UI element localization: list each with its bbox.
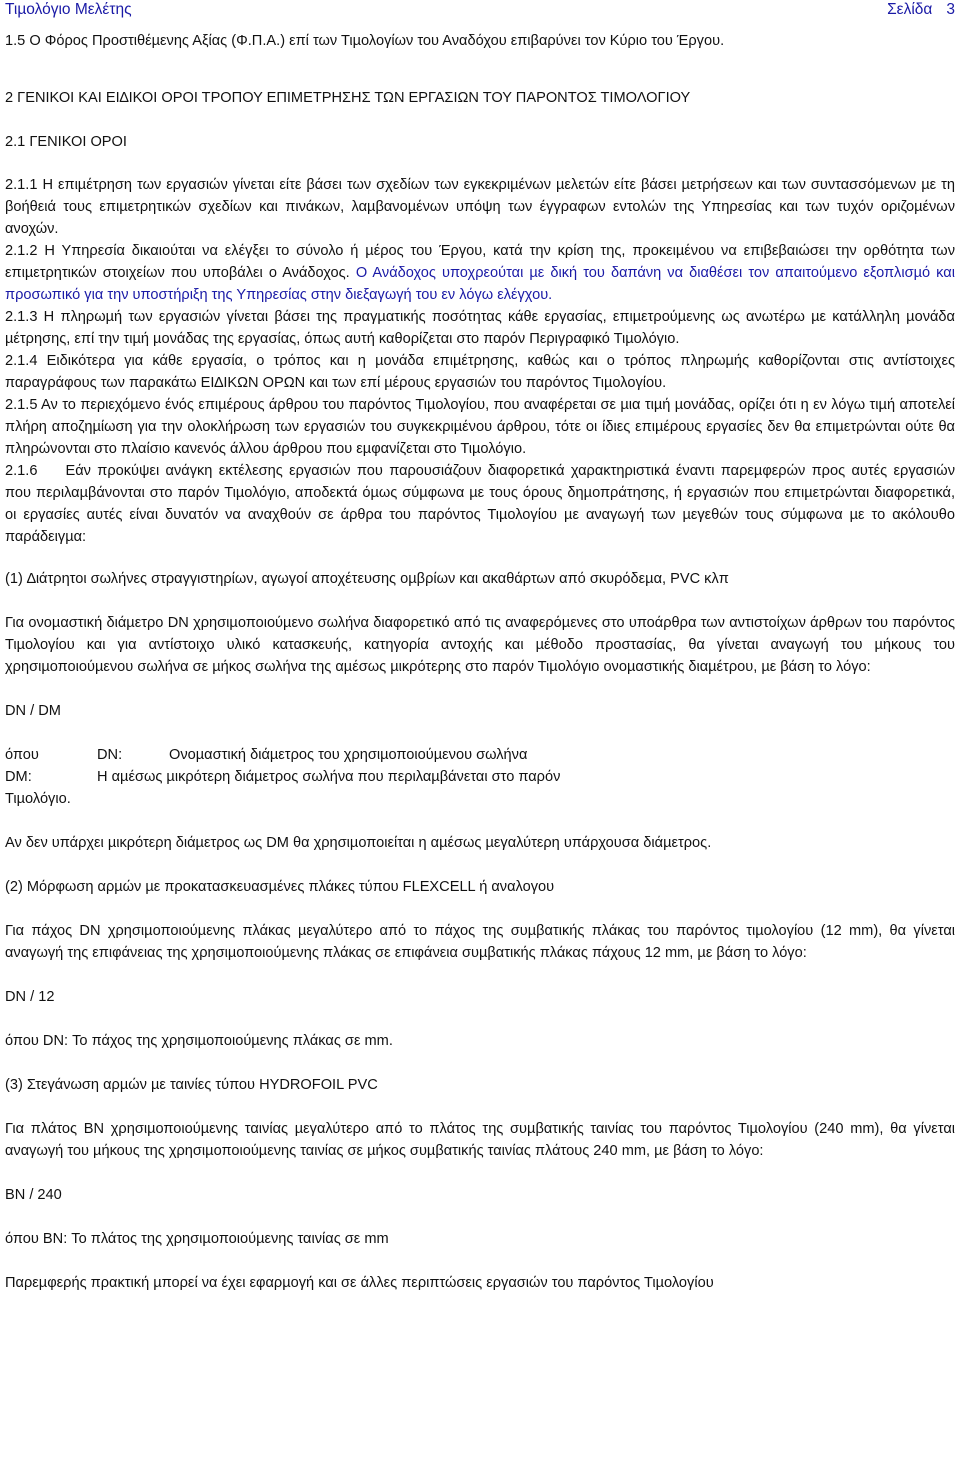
definition-dn-key: DN: bbox=[97, 747, 123, 763]
page-number: 3 bbox=[946, 1, 955, 18]
document-page bbox=[5, 0, 955, 1294]
example-2-formula: DN / 12 bbox=[5, 989, 55, 1005]
definition-dm-key: DM: bbox=[5, 769, 32, 785]
example-1-text: Για ονοµαστική διάµετρο DN χρησιµοποιούµενο σωλήνα διαφορετικό από τις αναφερόµενες στο υποάρθρα των αντιστοίχων άρθρων του παρόντος Τιµολογίου και για αντίστοιχο υλικό κατασκευής, κατηγορία αντοχής και µέθοδο προστασίας, θα γίνεται αναγωγή του µήκους του χρησιµοποιούµενου σωλήνα σε µήκος σωλήνα της αµέσως µικρότερης στο παρόν Τιµολόγιο ονοµαστικής διαµέτρου, µε βάση το λόγο: bbox=[5, 615, 955, 675]
document-body bbox=[5, 30, 955, 1294]
paragraph-2-1-2-part-b: Ο Ανάδοχος υποχρεούται µε δική του δαπάνη να διαθέσει τον απαιτούµενο εξοπλισµό και προσωπικό για την υποστήριξη της Υπηρεσίας στην διεξαγωγή του εν λόγω ελέγχου. bbox=[5, 265, 955, 303]
page-indicator bbox=[887, 0, 955, 20]
paragraph-2-1-5: 2.1.5 Αν το περιεχόµενο ένός επιµέρους άρθρου του παρόντος Τιµολογίου, που αναφέρεται σε µια τιµή µονάδας, ορίζει ότι η εν λόγω τιµή αποτελεί πλήρη αποζηµίωση για την ολοκλήρωση των εργασιών του συγκεκριµένου άρθρου, τότε οι ίδιες επιµέρους εργασίες δεν θα επιµετρώνται ούτε θα πληρώνονται στο πλαίσιο κανενός άλλου άρθρου που εµφανίζεται στο Τιµολόγιο. bbox=[5, 397, 955, 457]
definition-dn bbox=[5, 744, 955, 766]
example-2-text: Για πάχος DN χρησιµοποιούµενης πλάκας µεγαλύτερο από το πάχος της συµβατικής πλάκας του παρόντος τιµολογίου (12 mm), θα γίνεται αναγωγή της επιφάνειας της χρησιµοποιούµενης πλάκας σε επιφάνεια συµβατικής πλάκας πάχους 12 mm, µε βάση το λόγο: bbox=[5, 923, 955, 961]
paragraph-1-5: 1.5 Ο Φόρος Προστιθέµενης Αξίας (Φ.Π.Α.) επί των Τιµολογίων του Αναδόχου επιβαρύνει τον Κύριο του Έργου. bbox=[5, 33, 725, 49]
example-3-formula: BN / 240 bbox=[5, 1187, 62, 1203]
definition-where-label: όπου bbox=[5, 747, 39, 763]
paragraph-2-1-3: 2.1.3 Η πληρωµή των εργασιών γίνεται βάσει της πραγµατικής ποσότητας κάθε εργασίας, επιµετρούµενης ως ανωτέρω µε κατάλληλη µονάδα µέτρησης, επί την τιµή µονάδας της εργασίας, όπως αυτή καθορίζεται στο παρόν Περιγραφικό Τιµολόγιο. bbox=[5, 309, 955, 347]
document-title: Τιµολόγιο Μελέτης bbox=[5, 1, 132, 18]
example-1-note: Αν δεν υπάρχει µικρότερη διάµετρος ως DM θα χρησιµοποιείται η αµέσως µεγαλύτερη υπάρχουσα διάµετρος. bbox=[5, 835, 712, 851]
page-label: Σελίδα bbox=[887, 1, 933, 18]
closing-paragraph: Παρεµφερής πρακτική µπορεί να έχει εφαρµογή και σε άλλες περιπτώσεις εργασιών του παρόντος Τιµολογίου bbox=[5, 1275, 714, 1291]
definition-dn-value: Ονοµαστική διάµετρος του χρησιµοποιούµενου σωλήνα bbox=[169, 747, 528, 763]
example-1-title: (1) ∆ιάτρητοι σωλήνες στραγγιστηρίων, αγωγοί αποχέτευσης οµβρίων και ακαθάρτων από σκυρόδεµα, PVC κλπ bbox=[5, 571, 729, 587]
definition-dm bbox=[5, 766, 955, 788]
example-1-formula: DN / DM bbox=[5, 703, 61, 719]
example-3-title: (3) Στεγάνωση αρµών µε ταινίες τύπου HYDROFOIL PVC bbox=[5, 1077, 378, 1093]
section-heading-2: 2 ΓΕΝΙΚΟΙ ΚΑΙ ΕΙ∆ΙΚΟΙ ΟΡΟΙ ΤΡΟΠΟΥ ΕΠΙΜΕΤΡΗΣΗΣ ΤΩΝ ΕΡΓΑΣΙΩΝ ΤΟΥ ΠΑΡΟΝΤΟΣ ΤΙΜΟΛΟΓΙΟΥ bbox=[5, 90, 691, 106]
example-2-definition: όπου DN: Το πάχος της χρησιµοποιούµενης πλάκας σε mm. bbox=[5, 1033, 393, 1049]
example-3-definition: όπου BN: Το πλάτος της χρησιµοποιούµενης ταινίας σε mm bbox=[5, 1231, 389, 1247]
paragraph-2-1-1: 2.1.1 Η επιµέτρηση των εργασιών γίνεται είτε βάσει των σχεδίων των εγκεκριµένων µελετών είτε βάσει µετρήσεων και των συντασσόµενων µε τη βοήθειά τους επιµετρητικών σχεδίων και πινάκων, λαµβανοµένων υπόψη των έγγραφων εντολών της Υπηρεσίας και των τυχόν οριζοµένων ανοχών. bbox=[5, 177, 955, 237]
paragraph-2-1-2 bbox=[5, 240, 955, 306]
section-heading-2-1: 2.1 ΓΕΝΙΚΟΙ ΟΡΟΙ bbox=[5, 134, 127, 150]
page-header bbox=[5, 0, 955, 22]
paragraph-2-1-6-number: 2.1.6 bbox=[5, 463, 38, 479]
paragraph-2-1-2-part-a: 2.1.2 Η Υπηρεσία δικαιούται να ελέγξει το σύνολο ή µέρος του Έργου, κατά την κρίση της, προκειµένου να επιβεβαιώσει την ορθότητα των επιµετρητικών στοιχείων που υποβάλει ο Ανάδοχος. bbox=[5, 243, 955, 281]
example-1-definitions bbox=[5, 744, 955, 810]
definition-dm-continuation: Τιµολόγιο. bbox=[5, 791, 71, 807]
paragraph-2-1-4: 2.1.4 Ειδικότερα για κάθε εργασία, ο τρόπος και η µονάδα επιµέτρησης, καθώς και ο τρόπος πληρωµής καθορίζονται στις αντίστοιχες παραγράφους των παρακάτω ΕΙ∆ΙΚΩΝ ΟΡΩΝ και των επί µέρους εργασιών του παρόντος Τιµολογίου. bbox=[5, 353, 955, 391]
example-3-text: Για πλάτος BN χρησιµοποιούµενης ταινίας µεγαλύτερο από το πλάτος της συµβατικής ταινίας του παρόντος Τιµολογίου (240 mm), θα γίνεται αναγωγή του µήκους της χρησιµοποιούµενης ταινίας σε µήκος συµβατικής ταινίας πλάτους 240 mm, µε βάση το λόγο: bbox=[5, 1121, 955, 1159]
example-2-title: (2) Μόρφωση αρµών µε προκατασκευασµένες πλάκες τύπου FLEXCELL ή αναλογου bbox=[5, 879, 555, 895]
definition-dm-value: Η αµέσως µικρότερη διάµετρος σωλήνα που περιλαµβάνεται στο παρόν bbox=[97, 769, 561, 785]
paragraph-2-1-6-text: Εάν προκύψει ανάγκη εκτέλεσης εργασιών που παρουσιάζουν διαφορετικά χαρακτηριστικά έναντι παρεµφερών προς αυτές εργασιών που περιλαµβάνονται στο παρόν Τιµολόγιο, αποδεκτά όµως σύµφωνα µε τους όρους δηµοπράτησης, ή εργασιών που επιµετρώνται διαφορετικά, οι εργασίες αυτές είναι δυνατόν να αναχθούν σε άρθρα του παρόντος Τιµολογίου µε αναγωγή των µεγεθών τους σύµφωνα µε το ακόλουθο παράδειγµα: bbox=[5, 463, 955, 545]
paragraph-2-1-6 bbox=[5, 460, 955, 548]
